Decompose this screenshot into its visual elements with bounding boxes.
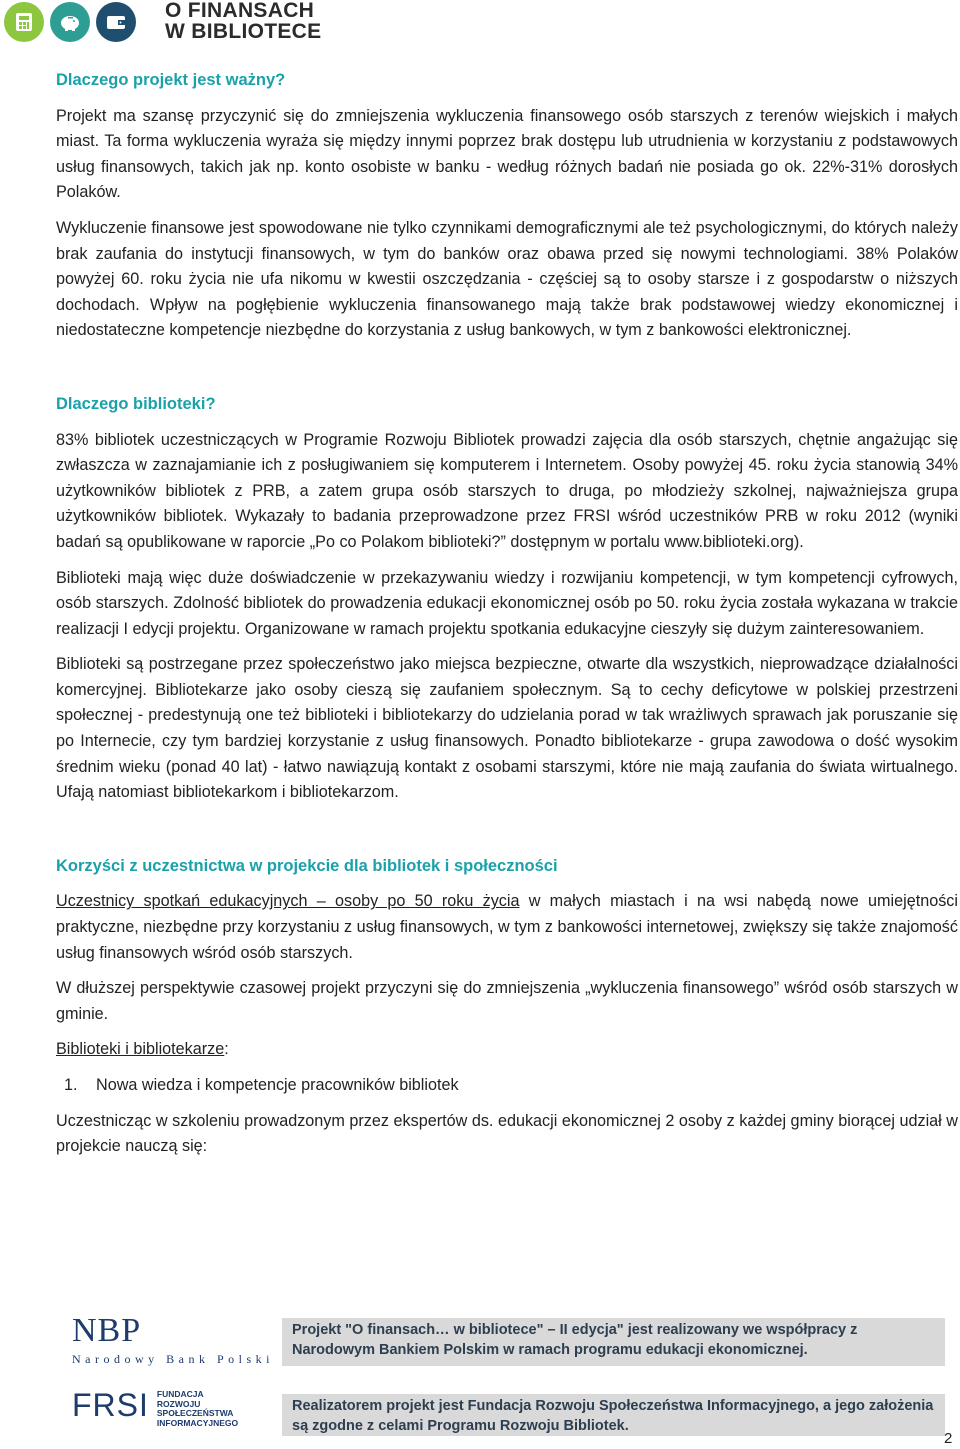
paragraph-9: Uczestnicząc w szkoleniu prowadzonym przez ekspertów ds. edukacji ekonomicznej 2 osoby z każdej gminy biorącej udział w projekcie nauczą się: <box>56 1111 958 1156</box>
calculator-icon <box>4 2 44 42</box>
list-text: Nowa wiedza i kompetencje pracowników bibliotek <box>96 1076 459 1094</box>
footer-organizer-note: Realizatorem projekt jest Fundacja Rozwoju Społeczeństwa Informacyjnego, a jego założenia są zgodne z celami Programu Rozwoju Bibliotek. <box>282 1394 945 1436</box>
list-item <box>56 1073 958 1099</box>
paragraph-8-rest: : <box>224 1040 229 1059</box>
participants-underlined: Uczestnicy spotkań edukacyjnych – osoby po 50 roku życia <box>56 892 520 911</box>
logo-icons <box>4 2 136 42</box>
paragraph-2: Wykluczenie finansowe jest spowodowane nie tylko czynnikami demograficznymi ale też psychologicznymi, do których należy brak zaufania do instytucji finansowych, w tym do banków oraz obawa przed się nowymi technologiami. 38% Polaków powyżej 60. roku życia nie ufa nikomu w kwestii oszczędzania - częściej są to osoby starsze i z gospodarstw o niższych dochodach. Wpływ na pogłębienie wykluczenia finansowanego mają także brak podstawowej wiedzy ekonomicznej i niedostateczne kompetencje niezbędne do korzystania z usług bankowych, w tym z bankowości elektronicznej. <box>56 218 958 340</box>
paragraph-3: 83% bibliotek uczestniczących w Programie Rozwoju Bibliotek prowadzi zajęcia dla osób starszych, chętnie angażując się zwłaszcza w zaznajamianie ich z posługiwaniem się komputerem i Internetem. Osoby powyżej 45. roku życia stanowią 34% użytkowników bibliotek z PRB, a zatem grupa osób starszych to druga, po młodzieży szkolnej, najważniejsza grupa użytkowników bibliotek. Wykazały to badania przeprowadzone przez FRSI wśród uczestników PRB w roku 2012 (wyniki badań są opublikowane w raporcie „Po co Polakom biblioteki?” dostępnym w portalu www.biblioteki.org). <box>56 430 958 551</box>
nbp-logo <box>72 1314 274 1367</box>
heading-benefits: Korzyści z uczestnictwa w projekcie dla bibliotek i społeczności <box>56 856 558 875</box>
paragraph-8 <box>56 1037 958 1063</box>
paragraph-5: Biblioteki są postrzegane przez społeczeństwo jako miejsca bezpieczne, otwarte dla wszystkich, nieprowadzące działalności komercyjnej. Bibliotekarze jako osoby cieszą się zaufaniem społecznym. Są to cechy deficytowe w polskiej przestrzeni społecznej - predestynują one też biblioteki i bibliotekarzy do udzielania porad w tak wrażliwych sprawach jak poruszanie się po Internecie, czy tym bardziej korzystanie z usług finansowych. Ponadto bibliotekarze - grupa zawodowa o dość wysokim średnim wieku (ponad 40 lat) - łatwo nawiązują kontakt z osobami starszymi, które nie mają zaufania do świata wirtualnego. Ufają natomiast bibliotekarkom i bibliotekarzom. <box>56 655 958 802</box>
piggy-bank-icon <box>50 2 90 42</box>
frsi-line: FUNDACJA <box>156 1389 204 1399</box>
paragraph-6-rest: w małych miastach i na wsi nabędą nowe umiejętności praktyczne, niezbędne przy korzystaniu z usług finansowych, w tym z bankowości internetowej, zwiększy się także znajomość usług finansowych wśród osób starszych. <box>56 892 958 962</box>
frsi-logo-text: FRSI <box>72 1387 149 1423</box>
paragraph-4: Biblioteki mają więc duże doświadczenie w przekazywaniu wiedzy i rozwijaniu kompetencji, w tym kompetencji cyfrowych, osób starszych. Zdolność bibliotek do prowadzenia edukacji ekonomicznej osób po 50. roku życia została wykazana w trakcie realizacji I edycji projektu. Organizowane w ramach projektu spotkania edukacyjne cieszyły się dużym zainteresowaniem. <box>56 568 958 638</box>
logo-wordmark <box>165 0 321 42</box>
page-footer <box>0 1300 960 1449</box>
frsi-line: SPOŁECZEŃSTWA <box>156 1408 234 1418</box>
heading-why-important: Dlaczego projekt jest ważny? <box>56 71 286 89</box>
nbp-logo-subtitle: Narodowy Bank Polski <box>72 1352 274 1366</box>
wallet-icon <box>96 2 136 42</box>
document-body <box>56 68 958 1160</box>
page-number: 2 <box>944 1430 953 1447</box>
heading-why-libraries: Dlaczego biblioteki? <box>56 394 216 413</box>
frsi-line: INFORMACYJNEGO <box>156 1417 239 1428</box>
paragraph-6 <box>56 889 958 966</box>
paragraph-1: Projekt ma szansę przyczynić się do zmniejszenia wykluczenia finansowego osób starszych z terenów wiejskich i małych miast. Ta forma wykluczenia wyraża się między innymi poprzez brak dostępu lub utrudnienia w korzystaniu z podstawowych usług finansowych, takich jak np. konto osobiste w banku - według różnych badań nie posiada go ok. 22%-31% dorosłych Polaków. <box>56 106 958 202</box>
frsi-logo <box>72 1388 238 1428</box>
nbp-logo-text: NBP <box>72 1312 142 1349</box>
frsi-logo-subtitle <box>157 1390 238 1428</box>
logo-line-2: W BIBLIOTECE <box>165 20 322 43</box>
list-number: 1. <box>64 1076 78 1094</box>
logo-line-1: O FINANSACH <box>165 0 315 22</box>
paragraph-7: W dłuższej perspektywie czasowej projekt przyczyni się do zmniejszenia „wykluczenia finansowego” wśród osób starszych w gminie. <box>56 979 958 1023</box>
footer-project-note: Projekt "O finansach… w bibliotece" – II edycja" jest realizowany we współpracy z Narodowym Bankiem Polskim w ramach programu edukacji ekonomicznej. <box>282 1318 945 1366</box>
frsi-line: ROZWOJU <box>156 1398 201 1409</box>
libraries-underlined: Biblioteki i bibliotekarze <box>56 1040 225 1059</box>
page-header <box>0 0 960 48</box>
